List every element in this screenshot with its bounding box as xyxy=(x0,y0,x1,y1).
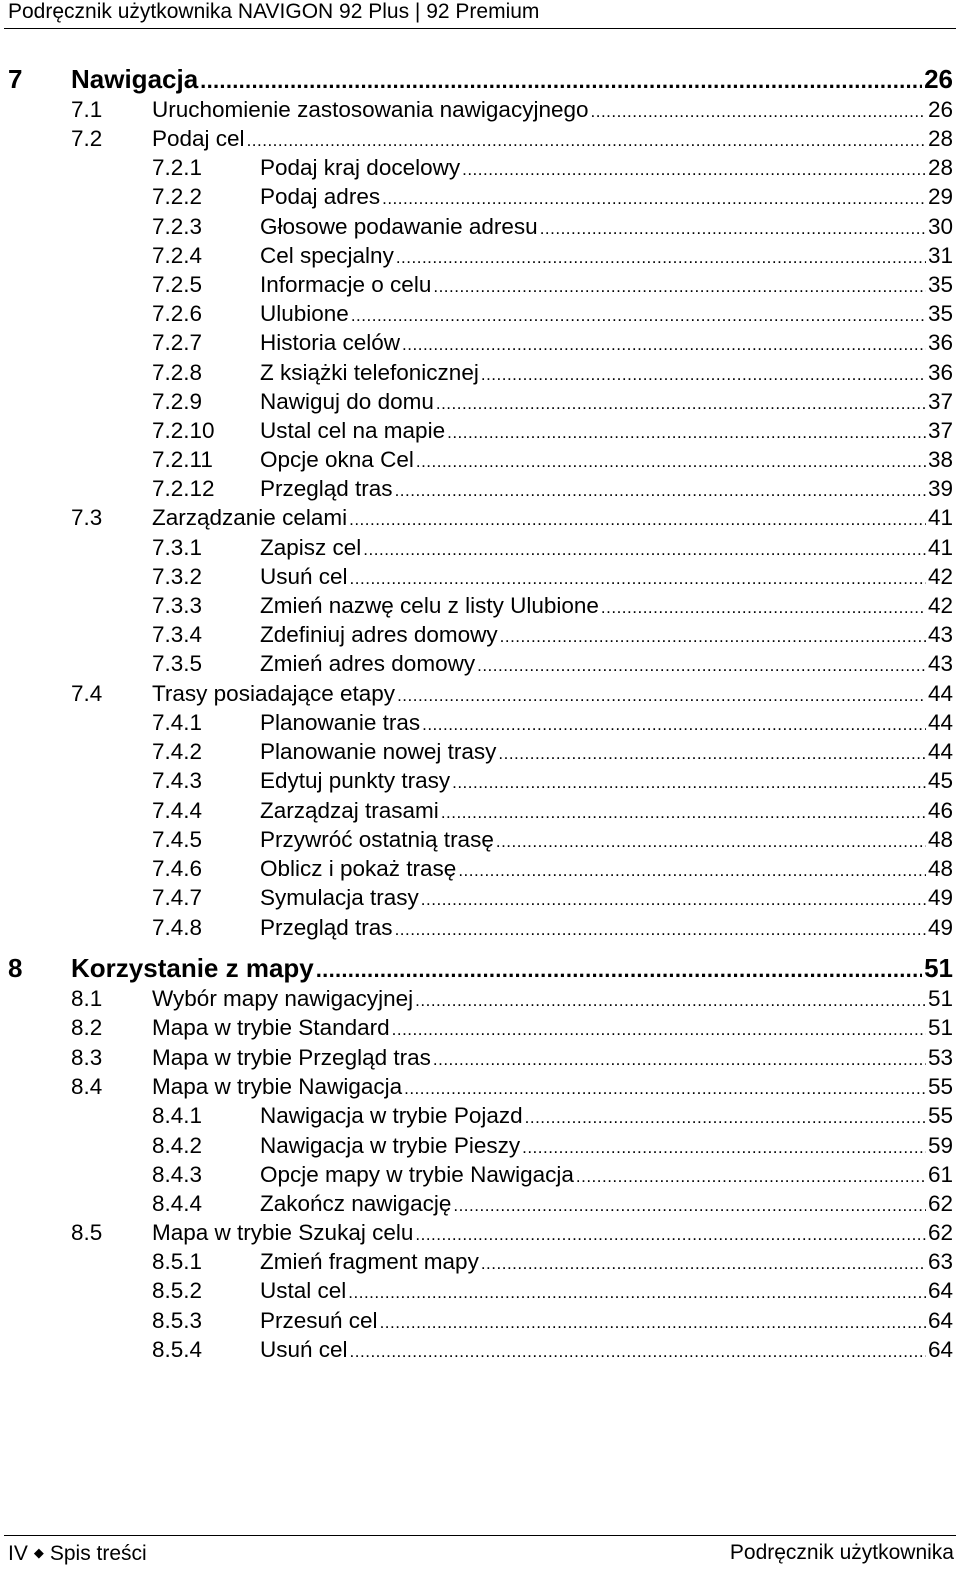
toc-number: 7.1 xyxy=(71,97,103,122)
toc-leader-dots xyxy=(481,1249,926,1278)
toc-number: 7.4.6 xyxy=(152,856,203,881)
toc-page-number: 35 xyxy=(927,272,953,297)
toc-leader-dots xyxy=(576,1162,926,1191)
toc-title: Zapisz cel xyxy=(260,535,362,560)
toc-entry[interactable] xyxy=(0,445,960,474)
toc-title: Zakończ nawigację xyxy=(260,1191,452,1216)
toc-title: Planowanie nowej trasy xyxy=(260,739,497,764)
toc-leader-dots xyxy=(496,827,926,856)
toc-line xyxy=(152,95,953,126)
toc-number: 8.5.4 xyxy=(152,1337,203,1362)
toc-entry[interactable] xyxy=(0,1276,960,1305)
toc-leader-dots xyxy=(395,915,926,944)
running-header: Podręcznik użytkownika NAVIGON 92 Plus | 92 Premium xyxy=(8,0,540,23)
toc-title: Oblicz i pokaż trasę xyxy=(260,856,457,881)
toc-line xyxy=(260,1160,953,1191)
toc-leader-dots xyxy=(316,954,922,986)
toc-line xyxy=(260,649,953,680)
toc-entry[interactable] xyxy=(0,649,960,678)
toc-line xyxy=(260,416,953,447)
toc-title: Podaj adres xyxy=(260,184,381,209)
toc-leader-dots xyxy=(601,593,926,622)
toc-line xyxy=(260,1247,953,1278)
toc-leader-dots xyxy=(500,622,926,651)
toc-page-number: 42 xyxy=(927,564,953,589)
toc-leader-dots xyxy=(350,1337,926,1366)
toc-page-number: 61 xyxy=(927,1162,953,1187)
toc-entry[interactable] xyxy=(0,1160,960,1189)
toc-line xyxy=(260,474,953,505)
toc-page-number: 49 xyxy=(927,885,953,910)
toc-number: 7.3.3 xyxy=(152,593,203,618)
toc-page-number: 51 xyxy=(927,986,953,1011)
toc-page-number: 37 xyxy=(927,418,953,443)
toc-line xyxy=(260,913,953,944)
toc-title: Trasy posiadające etapy xyxy=(152,681,396,706)
toc-number: 7.2.6 xyxy=(152,301,203,326)
toc-leader-dots xyxy=(416,447,926,476)
toc-title: Historia celów xyxy=(260,330,401,355)
toc-leader-dots xyxy=(351,301,926,330)
toc-number: 7.4.3 xyxy=(152,768,203,793)
toc-line xyxy=(260,153,953,184)
toc-entry[interactable] xyxy=(0,1247,960,1276)
toc-line xyxy=(260,620,953,651)
toc-entry[interactable] xyxy=(0,358,960,387)
toc-page-number: 36 xyxy=(927,360,953,385)
toc-title: Uruchomienie zastosowania nawigacyjnego xyxy=(152,97,589,122)
toc-number: 7.2.9 xyxy=(152,389,203,414)
toc-line xyxy=(260,241,953,272)
toc-page-number: 28 xyxy=(927,155,953,180)
toc-page-number: 31 xyxy=(927,243,953,268)
toc-page-number: 26 xyxy=(927,97,953,122)
footer-left xyxy=(8,1540,147,1566)
footer-section: Spis treści xyxy=(49,1542,147,1565)
toc-line xyxy=(260,591,953,622)
toc-line xyxy=(260,1101,953,1132)
toc-page-number: 55 xyxy=(927,1074,953,1099)
toc-page-number: 64 xyxy=(927,1337,953,1362)
toc-title: Nawigacja w trybie Pieszy xyxy=(260,1133,521,1158)
toc-entry[interactable] xyxy=(0,1189,960,1218)
toc-leader-dots xyxy=(522,1133,926,1162)
toc-entry[interactable] xyxy=(0,1218,960,1247)
toc-title: Opcje mapy w trybie Nawigacja xyxy=(260,1162,574,1187)
toc-number: 7.2.1 xyxy=(152,155,203,180)
toc-entry[interactable] xyxy=(0,591,960,620)
toc-line xyxy=(260,445,953,476)
toc-entry[interactable] xyxy=(0,299,960,328)
toc-number: 7.3.4 xyxy=(152,622,203,647)
toc-page-number: 36 xyxy=(927,330,953,355)
toc-number: 8.5.2 xyxy=(152,1278,203,1303)
toc-line xyxy=(152,503,953,534)
toc-number: 7.4 xyxy=(71,681,103,706)
toc-page-number: 44 xyxy=(927,681,953,706)
toc-line xyxy=(152,124,953,155)
toc-number: 8.4.2 xyxy=(152,1133,203,1158)
toc-leader-dots xyxy=(433,1045,926,1074)
toc-leader-dots xyxy=(200,65,922,97)
toc-leader-dots xyxy=(591,97,926,126)
toc-page-number: 41 xyxy=(927,505,953,530)
footer-right: Podręcznik użytkownika xyxy=(729,1541,954,1564)
toc-page-number: 64 xyxy=(927,1308,953,1333)
toc-number: 8.2 xyxy=(71,1015,103,1040)
toc-page-number: 53 xyxy=(927,1045,953,1070)
toc-page-number: 48 xyxy=(927,856,953,881)
toc-line xyxy=(152,679,953,710)
toc-leader-dots xyxy=(422,710,926,739)
toc-page-number: 30 xyxy=(927,214,953,239)
toc-line xyxy=(260,883,953,914)
toc-page-number: 64 xyxy=(927,1278,953,1303)
toc-page-number: 62 xyxy=(927,1220,953,1245)
toc-page-number: 38 xyxy=(927,447,953,472)
toc-title: Zmień adres domowy xyxy=(260,651,476,676)
toc-leader-dots xyxy=(458,856,926,885)
toc-title: Zarządzaj trasami xyxy=(260,798,439,823)
toc-page-number: 45 xyxy=(927,768,953,793)
footer-divider xyxy=(4,1535,956,1536)
toc-line xyxy=(260,182,953,213)
toc-page-number: 51 xyxy=(924,953,953,983)
toc-entry[interactable] xyxy=(0,124,960,153)
toc-title: Edytuj punkty trasy xyxy=(260,768,451,793)
toc-title: Zarządzanie celami xyxy=(152,505,348,530)
toc-leader-dots xyxy=(447,418,926,447)
toc-leader-dots xyxy=(452,768,926,797)
toc-leader-dots xyxy=(540,214,926,243)
toc-number: 8.4.1 xyxy=(152,1103,203,1128)
toc-entry[interactable] xyxy=(0,270,960,299)
toc-entry[interactable] xyxy=(0,913,960,942)
toc-number: 7.2.11 xyxy=(152,447,213,472)
toc-title: Nawiguj do domu xyxy=(260,389,434,414)
toc-page-number: 37 xyxy=(927,389,953,414)
toc-title: Zmień fragment mapy xyxy=(260,1249,479,1274)
toc-leader-dots xyxy=(247,126,926,155)
toc-entry[interactable] xyxy=(0,503,960,532)
toc-page-number: 62 xyxy=(927,1191,953,1216)
toc-number: 7.4.2 xyxy=(152,739,203,764)
toc-line xyxy=(152,1043,953,1074)
toc-leader-dots xyxy=(349,505,926,534)
toc-number: 8.5 xyxy=(71,1220,103,1245)
toc-number: 7.2.4 xyxy=(152,243,203,268)
toc-leader-dots xyxy=(382,184,926,213)
toc-entry[interactable] xyxy=(0,1335,960,1364)
toc-line xyxy=(260,708,953,739)
toc-title: Zmień nazwę celu z listy Ulubione xyxy=(260,593,599,618)
toc-entry[interactable] xyxy=(0,1072,960,1101)
toc-entry[interactable] xyxy=(0,679,960,708)
toc-entry[interactable] xyxy=(0,474,960,503)
toc-entry[interactable] xyxy=(0,984,960,1013)
toc-entry[interactable] xyxy=(0,153,960,182)
toc-leader-dots xyxy=(363,535,926,564)
toc-title: Przegląd tras xyxy=(260,915,393,940)
toc-title: Mapa w trybie Szukaj celu xyxy=(152,1220,414,1245)
toc-leader-dots xyxy=(453,1191,926,1220)
toc-title: Ulubione xyxy=(260,301,349,326)
toc-entry[interactable] xyxy=(0,416,960,445)
toc-title: Przegląd tras xyxy=(260,476,393,501)
page-number: IV xyxy=(8,1542,28,1565)
toc-title: Ustal cel xyxy=(260,1278,347,1303)
toc-entry[interactable] xyxy=(0,737,960,766)
header-divider xyxy=(4,28,956,29)
toc-number: 7.3.5 xyxy=(152,651,203,676)
toc-leader-dots xyxy=(396,243,926,272)
toc-title: Planowanie tras xyxy=(260,710,421,735)
toc-entry[interactable] xyxy=(0,95,960,124)
toc-number: 7.4.4 xyxy=(152,798,203,823)
toc-page-number: 43 xyxy=(927,651,953,676)
toc-line xyxy=(260,1131,953,1162)
toc-leader-dots xyxy=(350,564,926,593)
toc-page-number: 63 xyxy=(927,1249,953,1274)
toc-entry[interactable] xyxy=(0,708,960,737)
toc-title: Mapa w trybie Przegląd tras xyxy=(152,1045,431,1070)
toc-line xyxy=(260,1276,953,1307)
toc-line xyxy=(260,358,953,389)
toc-number: 8.1 xyxy=(71,986,103,1011)
toc-title: Głosowe podawanie adresu xyxy=(260,214,538,239)
toc-line xyxy=(260,1335,953,1366)
toc-title: Mapa w trybie Standard xyxy=(152,1015,390,1040)
toc-leader-dots xyxy=(433,272,926,301)
toc-title: Wybór mapy nawigacyjnej xyxy=(152,986,414,1011)
toc-page-number: 44 xyxy=(927,710,953,735)
toc-line xyxy=(260,533,953,564)
toc-line xyxy=(260,766,953,797)
toc-number: 7.4.1 xyxy=(152,710,203,735)
toc-entry[interactable] xyxy=(0,533,960,562)
toc-title: Informacje o celu xyxy=(260,272,432,297)
toc-line xyxy=(152,984,953,1015)
toc-leader-dots xyxy=(415,986,926,1015)
toc-entry[interactable] xyxy=(0,1101,960,1130)
toc-line xyxy=(260,328,953,359)
toc-line xyxy=(260,737,953,768)
toc-title: Z książki telefonicznej xyxy=(260,360,479,385)
toc-line xyxy=(71,63,953,97)
toc-page-number: 29 xyxy=(927,184,953,209)
toc-entry[interactable] xyxy=(0,825,960,854)
toc-number: 7.4.5 xyxy=(152,827,203,852)
toc-page-number: 59 xyxy=(927,1133,953,1158)
toc-entry[interactable] xyxy=(0,1013,960,1042)
toc-number: 7.2.8 xyxy=(152,360,203,385)
toc-line xyxy=(260,1306,953,1337)
toc-leader-dots xyxy=(421,885,926,914)
toc-title: Nawigacja w trybie Pojazd xyxy=(260,1103,523,1128)
toc-page-number: 43 xyxy=(927,622,953,647)
toc-leader-dots xyxy=(462,155,926,184)
toc-number: 7.2.3 xyxy=(152,214,203,239)
toc-page-number: 41 xyxy=(927,535,953,560)
toc-line xyxy=(152,1013,953,1044)
toc-page-number: 42 xyxy=(927,593,953,618)
toc-entry[interactable] xyxy=(0,1131,960,1160)
toc-line xyxy=(260,270,953,301)
toc-entry[interactable] xyxy=(0,182,960,211)
toc-leader-dots xyxy=(525,1103,926,1132)
toc-leader-dots xyxy=(402,330,926,359)
toc-title: Zdefiniuj adres domowy xyxy=(260,622,498,647)
toc-entry[interactable] xyxy=(0,620,960,649)
toc-page-number: 44 xyxy=(927,739,953,764)
toc-entry[interactable] xyxy=(0,1306,960,1335)
toc-title: Opcje okna Cel xyxy=(260,447,414,472)
toc-number: 7.4.7 xyxy=(152,885,203,910)
toc-leader-dots xyxy=(404,1074,926,1103)
toc-title: Podaj cel xyxy=(152,126,245,151)
toc-line xyxy=(260,387,953,418)
toc-leader-dots xyxy=(436,389,926,418)
toc-number: 8.5.1 xyxy=(152,1249,203,1274)
toc-page-number: 39 xyxy=(927,476,953,501)
toc-page-number: 46 xyxy=(927,798,953,823)
toc-line xyxy=(260,796,953,827)
toc-leader-dots xyxy=(395,476,926,505)
toc-title: Podaj kraj docelowy xyxy=(260,155,461,180)
toc-line xyxy=(260,562,953,593)
toc-number: 7.2.5 xyxy=(152,272,203,297)
toc-number: 7.2.7 xyxy=(152,330,203,355)
toc-number: 8.4.3 xyxy=(152,1162,203,1187)
toc-leader-dots xyxy=(415,1220,926,1249)
toc-number: 7 xyxy=(8,64,23,94)
toc-title: Przywróć ostatnią trasę xyxy=(260,827,494,852)
toc-leader-dots xyxy=(441,798,926,827)
toc-entry[interactable] xyxy=(0,1043,960,1072)
toc-number: 7.2.12 xyxy=(152,476,215,501)
toc-line xyxy=(260,1189,953,1220)
toc-entry[interactable] xyxy=(0,241,960,270)
toc-page-number: 48 xyxy=(927,827,953,852)
toc-entry[interactable] xyxy=(0,883,960,912)
toc-page-number: 35 xyxy=(927,301,953,326)
toc-leader-dots xyxy=(498,739,926,768)
toc-number: 7.2 xyxy=(71,126,103,151)
toc-entry[interactable] xyxy=(0,328,960,357)
toc-title: Mapa w trybie Nawigacja xyxy=(152,1074,403,1099)
toc-number: 8 xyxy=(8,953,23,983)
toc-number: 7.4.8 xyxy=(152,915,203,940)
toc-number: 7.3 xyxy=(71,505,103,530)
toc-line xyxy=(260,212,953,243)
toc-leader-dots xyxy=(392,1015,926,1044)
toc-line xyxy=(260,825,953,856)
toc-title: Symulacja trasy xyxy=(260,885,419,910)
toc-page-number: 49 xyxy=(927,915,953,940)
toc-leader-dots xyxy=(397,681,926,710)
toc-line xyxy=(260,299,953,330)
toc-chapter[interactable] xyxy=(0,63,960,95)
toc-number: 7.2.10 xyxy=(152,418,215,443)
toc-leader-dots xyxy=(380,1308,926,1337)
toc-leader-dots xyxy=(481,360,926,389)
toc-leader-dots xyxy=(477,651,926,680)
toc-number: 8.3 xyxy=(71,1045,103,1070)
toc-page-number: 28 xyxy=(927,126,953,151)
toc-page-number: 55 xyxy=(927,1103,953,1128)
toc-number: 7.3.2 xyxy=(152,564,203,589)
toc-chapter[interactable] xyxy=(0,952,960,984)
toc-title: Usuń cel xyxy=(260,564,348,589)
toc-line xyxy=(260,854,953,885)
toc-number: 8.4 xyxy=(71,1074,103,1099)
toc-entry[interactable] xyxy=(0,796,960,825)
toc-entry[interactable] xyxy=(0,766,960,795)
toc-leader-dots xyxy=(348,1278,926,1307)
toc-title: Ustal cel na mapie xyxy=(260,418,446,443)
toc-number: 8.5.3 xyxy=(152,1308,203,1333)
toc-entry[interactable] xyxy=(0,562,960,591)
toc-page-number: 51 xyxy=(927,1015,953,1040)
toc-entry[interactable] xyxy=(0,854,960,883)
toc-page-number: 26 xyxy=(924,64,953,94)
toc-line xyxy=(152,1218,953,1249)
toc-number: 7.2.2 xyxy=(152,184,203,209)
toc-line xyxy=(152,1072,953,1103)
toc-title: Nawigacja xyxy=(71,64,199,94)
toc-title: Korzystanie z mapy xyxy=(71,953,314,983)
toc-number: 8.4.4 xyxy=(152,1191,203,1216)
toc-title: Usuń cel xyxy=(260,1337,348,1362)
toc-line xyxy=(71,952,953,986)
diamond-separator-icon: ◆ xyxy=(33,1545,44,1560)
toc-title: Cel specjalny xyxy=(260,243,394,268)
toc-entry[interactable] xyxy=(0,387,960,416)
toc-number: 7.3.1 xyxy=(152,535,203,560)
toc-entry[interactable] xyxy=(0,212,960,241)
toc-title: Przesuń cel xyxy=(260,1308,378,1333)
